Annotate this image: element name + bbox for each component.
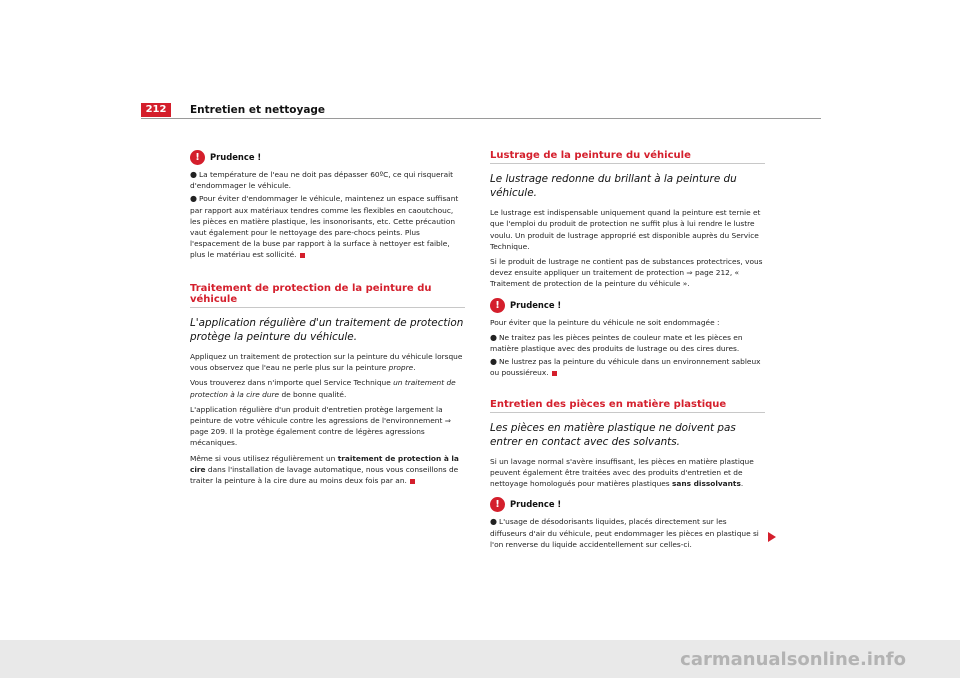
page-reference-link[interactable]: page 212: [694, 268, 730, 278]
paragraph: L'application régulière d'un produit d'entretien protège largement la peinture de votre véhicule contre les agressions de l'environnement ⇒ page 209. Il la protège également contre de légères agressions mécaniques.: [190, 404, 451, 448]
bullet-icon: ●: [490, 332, 497, 342]
exclamation-circle-icon: !: [490, 497, 505, 512]
section-paint-protection: [190, 283, 465, 487]
section-title: Entretien des pièces en matière plastique: [490, 399, 765, 413]
paragraph: Même si vous utilisez régulièrement un traitement de protection à la cire dans l'installation de lavage automatique, nous vous conseillons de traiter la peinture à la cire dure au moins deux fois par an.: [190, 453, 459, 486]
double-arrow-right-icon: ⇒: [444, 416, 451, 426]
warning-title: Prudence !: [510, 299, 562, 310]
left-column: [190, 150, 465, 490]
section-subtitle: L'application régulière d'un traitement de protection protège la peinture du véhicule.: [190, 317, 464, 344]
paragraph: Appliquez un traitement de protection sur la peinture du véhicule lorsque vous observez que l'eau ne perle plus sur la peinture propre.: [190, 352, 463, 373]
page-number: 212: [141, 103, 171, 117]
list-item: ● Pour éviter d'endommager le véhicule, maintenez un espace suffisant par rapport aux matériaux tendres comme les flexibles en caoutchouc, les pièces en matière plastique, les insonorisants, etc. Cette précaution vaut également pour le nettoyage des pare-chocs peints. Plus l'espacement de la buse par rapport à la surface à nettoyer est faible, plus le matériau est sollicité.: [190, 194, 459, 260]
paragraph: Si un lavage normal s'avère insuffisant, les pièces en matière plastique peuvent également être traitées avec des produits d'entretien et de nettoyage homologués pour matières plastiques sans dissolvants.: [490, 456, 754, 489]
page-reference-link[interactable]: page 209: [190, 427, 225, 437]
exclamation-circle-icon: !: [490, 298, 505, 313]
end-mark-icon: [552, 371, 557, 376]
paragraph: Le lustrage est indispensable uniquement quand la peinture est ternie et que l'emploi du produit de protection ne suffit plus à lui rendre le lustre voulu. Un produit de lustrage approprié est disponible auprès du Service Technique.: [490, 208, 761, 251]
right-column: [490, 150, 765, 552]
bullet-icon: ●: [190, 170, 197, 179]
paragraph: Si le produit de lustrage ne contient pas de substances protectrices, vous devez ensuite appliquer un traitement de protection ⇒ page 212, « Traitement de protection de la peinture du véhicule ».: [490, 257, 763, 289]
bullet-icon: ●: [490, 517, 497, 527]
end-mark-icon: [410, 479, 415, 484]
bullet-icon: ●: [490, 357, 497, 367]
section-subtitle: Les pièces en matière plastique ne doivent pas entrer en contact avec des solvants.: [490, 421, 736, 448]
section-polishing: [490, 150, 765, 379]
bullet-icon: ●: [190, 194, 197, 204]
double-arrow-right-icon: ⇒: [686, 268, 695, 278]
end-mark-icon: [300, 253, 305, 258]
watermark-text: carmanualsonline.info: [680, 649, 906, 670]
list-item: ● La température de l'eau ne doit pas dépasser 60ºC, ce qui risquerait d'endommager le véhicule.: [190, 170, 454, 191]
warning-heading: [190, 150, 465, 165]
section-title: Lustrage de la peinture du véhicule: [490, 150, 765, 164]
section-subtitle: Le lustrage redonne du brillant à la peinture du véhicule.: [490, 173, 737, 200]
list-item: ● Ne traitez pas les pièces peintes de couleur mate et les pièces en matière plastique avec des produits de lustrage ou des cires dures.: [490, 332, 743, 354]
warning-heading: [490, 497, 765, 512]
list-item: ● Ne lustrez pas la peinture du véhicule dans un environnement sableux ou poussiéreux.: [490, 357, 761, 378]
running-title: Entretien et nettoyage: [190, 104, 326, 116]
paragraph: Vous trouverez dans n'importe quel Service Technique un traitement de protection à la cire dure de bonne qualité.: [190, 378, 456, 399]
section-plastic-parts: [490, 399, 765, 550]
header-rule: [141, 118, 821, 119]
warning-title: Prudence !: [510, 499, 562, 510]
warning-title: Prudence !: [210, 151, 262, 162]
list-item: ● L'usage de désodorisants liquides, placés directement sur les diffuseurs d'air du véhicule, peut endommager les pièces en plastique si l'on renverse du liquide accidentellement sur celles-ci.: [490, 517, 759, 549]
warning-heading: [490, 298, 765, 313]
triangle-right-icon[interactable]: [768, 532, 776, 542]
exclamation-circle-icon: !: [190, 150, 205, 165]
paragraph: Pour éviter que la peinture du véhicule ne soit endommagée :: [490, 317, 720, 327]
section-title: Traitement de protection de la peinture du véhicule: [190, 283, 465, 308]
